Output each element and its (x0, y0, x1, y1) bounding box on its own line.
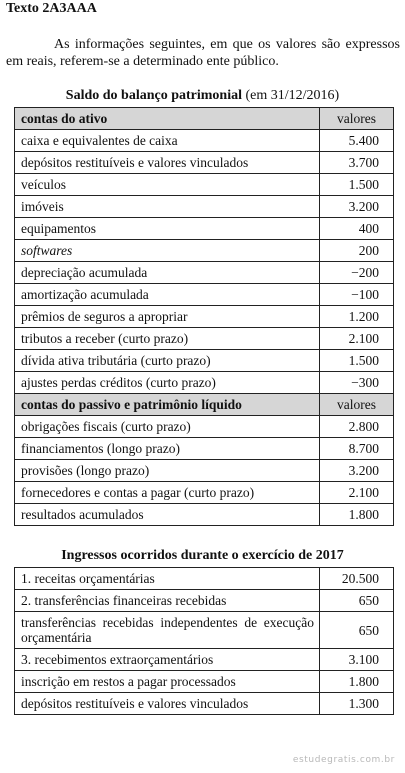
revenue-table (14, 567, 394, 715)
table-row (15, 568, 394, 590)
row-value: 8.700 (320, 438, 394, 460)
assets-header-row (15, 108, 394, 130)
row-value: 2.100 (320, 482, 394, 504)
row-label: fornecedores e contas a pagar (curto prazo) (15, 482, 320, 504)
table-row (15, 671, 394, 693)
row-value: 1.300 (320, 693, 394, 715)
row-value: 3.200 (320, 460, 394, 482)
row-value: 1.500 (320, 174, 394, 196)
row-value: 650 (320, 590, 394, 612)
table-row (15, 152, 394, 174)
row-label: resultados acumulados (15, 504, 320, 526)
row-value: −300 (320, 372, 394, 394)
document-title: Texto 2A3AAA (6, 1, 97, 16)
liabilities-header-row (15, 394, 394, 416)
balance-caption-date: (em 31/12/2016) (241, 88, 340, 103)
row-value: 3.100 (320, 649, 394, 671)
table-row (15, 306, 394, 328)
row-value: 200 (320, 240, 394, 262)
table-row (15, 460, 394, 482)
assets-header: contas do ativo (15, 108, 320, 130)
assets-values-header: valores (320, 108, 394, 130)
balance-caption-title: Saldo do balanço patrimonial (65, 88, 242, 103)
row-value: −100 (320, 284, 394, 306)
table-row (15, 438, 394, 460)
row-value: 2.800 (320, 416, 394, 438)
table-row (15, 482, 394, 504)
row-label: prêmios de seguros a apropriar (15, 306, 320, 328)
row-label: provisões (longo prazo) (15, 460, 320, 482)
table-row (15, 218, 394, 240)
row-label: dívida ativa tributária (curto prazo) (15, 350, 320, 372)
row-label: obrigações fiscais (curto prazo) (15, 416, 320, 438)
row-label: veículos (15, 174, 320, 196)
row-label: imóveis (15, 196, 320, 218)
row-value: 3.200 (320, 196, 394, 218)
table-row (15, 649, 394, 671)
liabilities-values-header: valores (320, 394, 394, 416)
row-label: 1. receitas orçamentárias (15, 568, 320, 590)
table-row (15, 262, 394, 284)
table-row (15, 693, 394, 715)
row-label: 3. recebimentos extraorçamentários (15, 649, 320, 671)
intro-paragraph: As informações seguintes, em que os valores são expressos em reais, referem-se a determinado ente público. (6, 37, 400, 69)
revenue-caption: Ingressos ocorridos durante o exercício de 2017 (61, 548, 344, 563)
row-value: 5.400 (320, 130, 394, 152)
row-value: 650 (320, 612, 394, 649)
row-label: depreciação acumulada (15, 262, 320, 284)
table-row (15, 240, 394, 262)
table-row (15, 196, 394, 218)
liabilities-header: contas do passivo e patrimônio líquido (15, 394, 320, 416)
row-value: 400 (320, 218, 394, 240)
row-label: amortização acumulada (15, 284, 320, 306)
table-row (15, 504, 394, 526)
row-value: −200 (320, 262, 394, 284)
table-row (15, 284, 394, 306)
row-label: softwares (15, 240, 320, 262)
row-value: 1.500 (320, 350, 394, 372)
row-label: equipamentos (15, 218, 320, 240)
row-value: 3.700 (320, 152, 394, 174)
row-label: depósitos restituíveis e valores vinculados (15, 693, 320, 715)
row-label: transferências recebidas independentes de execução orçamentária (15, 612, 320, 649)
table-row (15, 174, 394, 196)
row-label: depósitos restituíveis e valores vinculados (15, 152, 320, 174)
balance-table (14, 107, 394, 526)
balance-caption (0, 88, 405, 104)
watermark: estudegratis.com.br (292, 755, 395, 765)
table-row (15, 590, 394, 612)
table-row (15, 372, 394, 394)
table-row (15, 416, 394, 438)
row-value: 1.800 (320, 671, 394, 693)
row-label: inscrição em restos a pagar processados (15, 671, 320, 693)
row-value: 1.800 (320, 504, 394, 526)
table-row (15, 130, 394, 152)
table-row (15, 612, 394, 649)
row-label: ajustes perdas créditos (curto prazo) (15, 372, 320, 394)
row-label: caixa e equivalentes de caixa (15, 130, 320, 152)
row-value: 2.100 (320, 328, 394, 350)
table-row (15, 328, 394, 350)
row-value: 20.500 (320, 568, 394, 590)
row-label: 2. transferências financeiras recebidas (15, 590, 320, 612)
row-label: financiamentos (longo prazo) (15, 438, 320, 460)
table-row (15, 350, 394, 372)
row-value: 1.200 (320, 306, 394, 328)
row-label: tributos a receber (curto prazo) (15, 328, 320, 350)
